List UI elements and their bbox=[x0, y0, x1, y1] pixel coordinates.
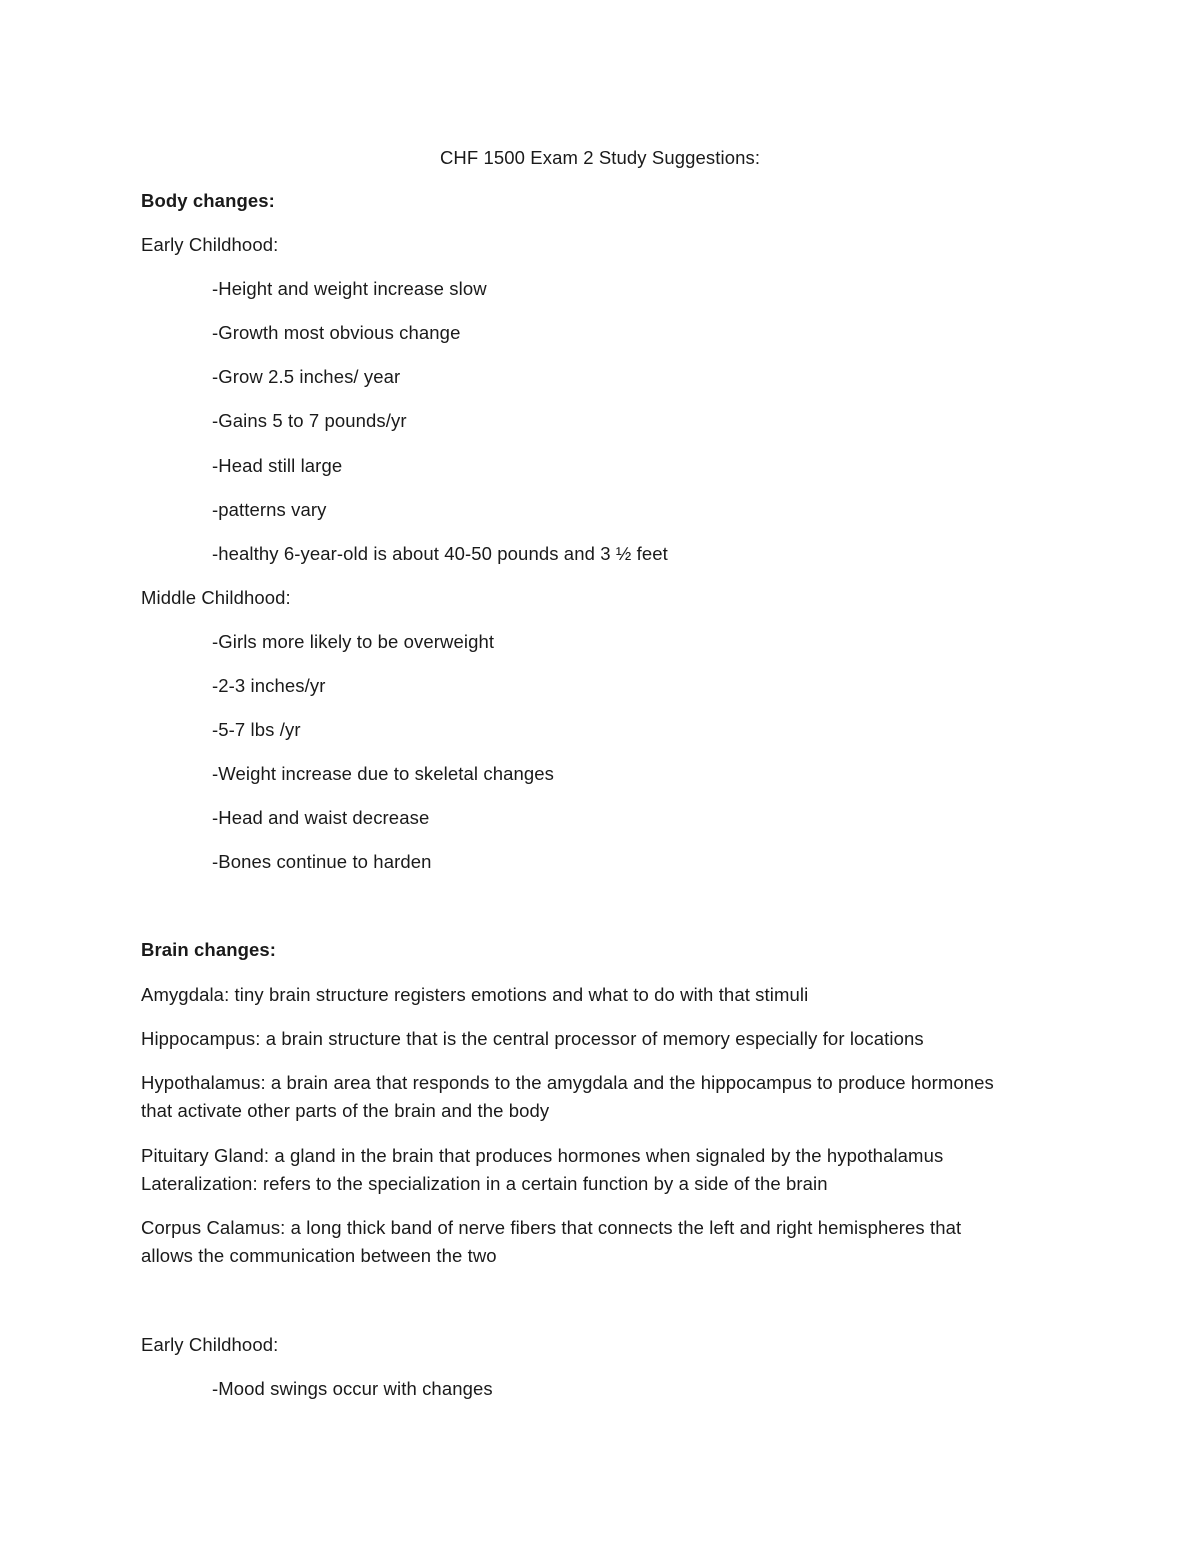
definition-line: allows the communication between the two bbox=[141, 1245, 497, 1266]
subheading-middle-childhood: Middle Childhood: bbox=[141, 587, 291, 608]
list-item: -Growth most obvious change bbox=[212, 322, 461, 343]
list-item: -patterns vary bbox=[212, 499, 327, 520]
list-item: -5-7 lbs /yr bbox=[212, 719, 301, 740]
list-item: -Grow 2.5 inches/ year bbox=[212, 366, 401, 387]
definition-line: Hippocampus: a brain structure that is the central processor of memory especially for locations bbox=[141, 1028, 924, 1049]
subheading-early-childhood-brain: Early Childhood: bbox=[141, 1334, 279, 1355]
list-item: -Weight increase due to skeletal changes bbox=[212, 763, 554, 784]
list-item: -Head and waist decrease bbox=[212, 807, 430, 828]
definition-line: that activate other parts of the brain and the body bbox=[141, 1100, 550, 1121]
definition-line: Amygdala: tiny brain structure registers emotions and what to do with that stimuli bbox=[141, 984, 809, 1005]
section-heading-brain-changes: Brain changes: bbox=[141, 939, 277, 960]
subheading-early-childhood: Early Childhood: bbox=[141, 234, 279, 255]
list-item: -Head still large bbox=[212, 455, 343, 476]
document-title: CHF 1500 Exam 2 Study Suggestions: bbox=[439, 147, 761, 168]
list-item: -Girls more likely to be overweight bbox=[212, 631, 495, 652]
definition-line: Lateralization: refers to the specialization in a certain function by a side of the brain bbox=[141, 1173, 828, 1194]
list-item: -Gains 5 to 7 pounds/yr bbox=[212, 410, 407, 431]
list-item: -Height and weight increase slow bbox=[212, 278, 487, 299]
definition-line: Corpus Calamus: a long thick band of nerve fibers that connects the left and right hemispheres that bbox=[141, 1217, 962, 1238]
definition-line: Pituitary Gland: a gland in the brain that produces hormones when signaled by the hypothalamus bbox=[141, 1145, 944, 1166]
list-item: -healthy 6-year-old is about 40-50 pounds and 3 ½ feet bbox=[212, 543, 668, 564]
section-heading-body-changes: Body changes: bbox=[141, 190, 275, 211]
list-item: -2-3 inches/yr bbox=[212, 675, 326, 696]
list-item: -Bones continue to harden bbox=[212, 851, 432, 872]
list-item: -Mood swings occur with changes bbox=[212, 1378, 493, 1399]
definition-line: Hypothalamus: a brain area that responds to the amygdala and the hippocampus to produce hormones bbox=[141, 1072, 994, 1093]
